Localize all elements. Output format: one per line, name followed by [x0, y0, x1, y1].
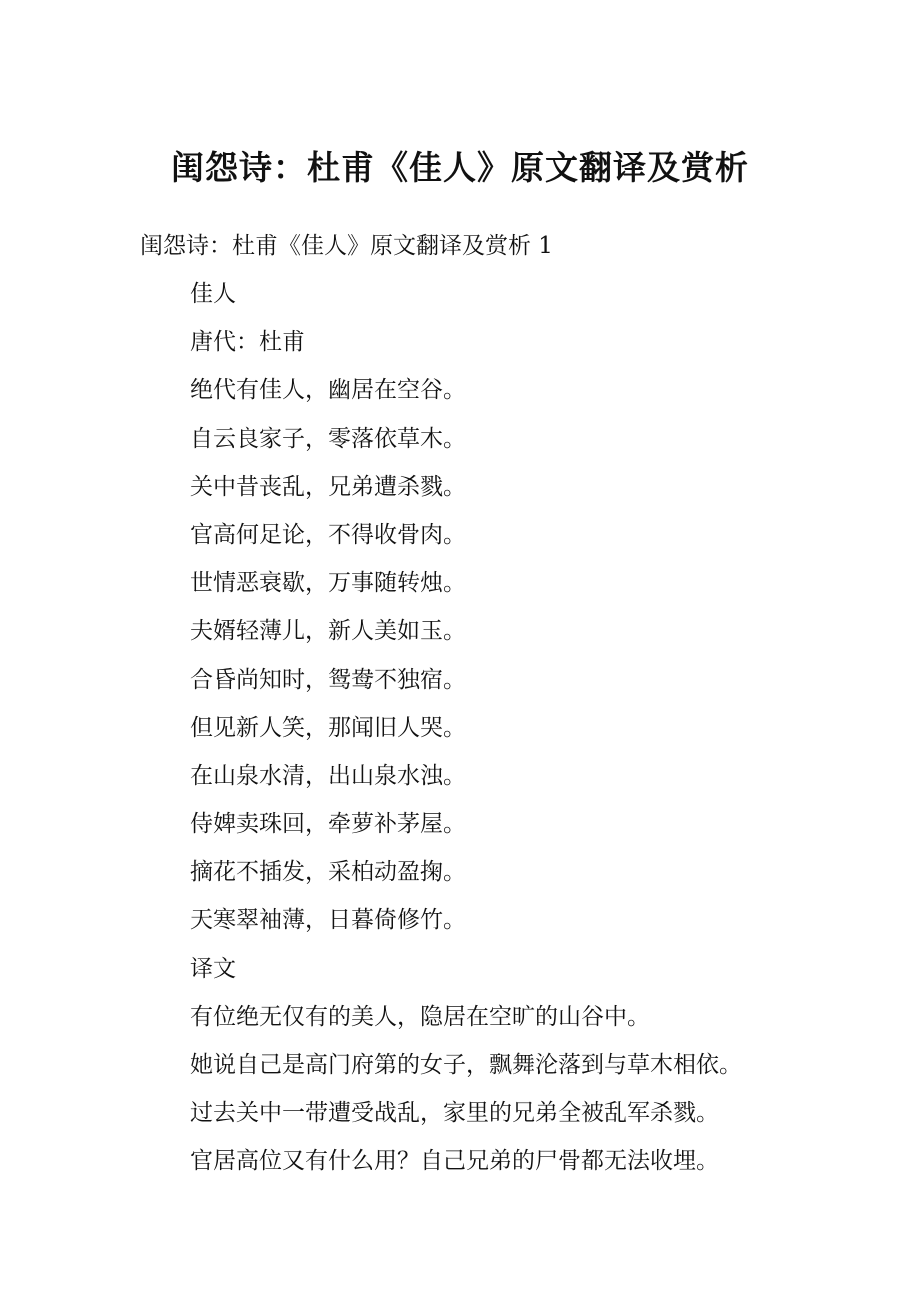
- poem-line: 在山泉水清，出山泉水浊。: [190, 762, 466, 789]
- poem-line: 绝代有佳人，幽居在空谷。: [190, 377, 466, 404]
- poem-line: 侍婢卖珠回，牵萝补茅屋。: [190, 811, 466, 838]
- poem-line: 自云良家子，零落依草木。: [190, 425, 466, 452]
- poem-title: 佳人: [190, 281, 236, 307]
- poem-line: 合昏尚知时，鸳鸯不独宿。: [190, 666, 466, 693]
- poem-line: 官高何足论，不得收骨肉。: [190, 521, 466, 548]
- translation-line: 过去关中一带遭受战乱，家里的兄弟全被乱军杀戮。: [190, 1100, 719, 1127]
- translation-line: 有位绝无仅有的美人，隐居在空旷的山谷中。: [190, 1003, 650, 1030]
- document-title: 闺怨诗：杜甫《佳人》原文翻译及赏析: [171, 148, 749, 187]
- poem-line: 世情恶衰歇，万事随转烛。: [190, 570, 466, 597]
- poem-line: 但见新人笑，那闻旧人哭。: [190, 714, 466, 741]
- translation-line: 她说自己是高门府第的女子，飘舞沦落到与草木相依。: [190, 1052, 742, 1078]
- poem-line: 摘花不插发，采柏动盈掬。: [190, 859, 466, 886]
- body-text: [190, 274, 890, 1190]
- poem-line: 夫婿轻薄儿，新人美如玉。: [190, 618, 466, 645]
- poem-line: 天寒翠袖薄，日暮倚修竹。: [190, 907, 466, 934]
- translation-line: 官居高位又有什么用？自己兄弟的尸骨都无法收埋。: [190, 1148, 719, 1175]
- translation-heading: 译文: [190, 955, 236, 982]
- poem-line: 关中昔丧乱，兄弟遭杀戮。: [190, 473, 466, 500]
- poem-author: 唐代：杜甫: [190, 329, 305, 356]
- section-heading: 闺怨诗：杜甫《佳人》原文翻译及赏析 1: [140, 233, 553, 259]
